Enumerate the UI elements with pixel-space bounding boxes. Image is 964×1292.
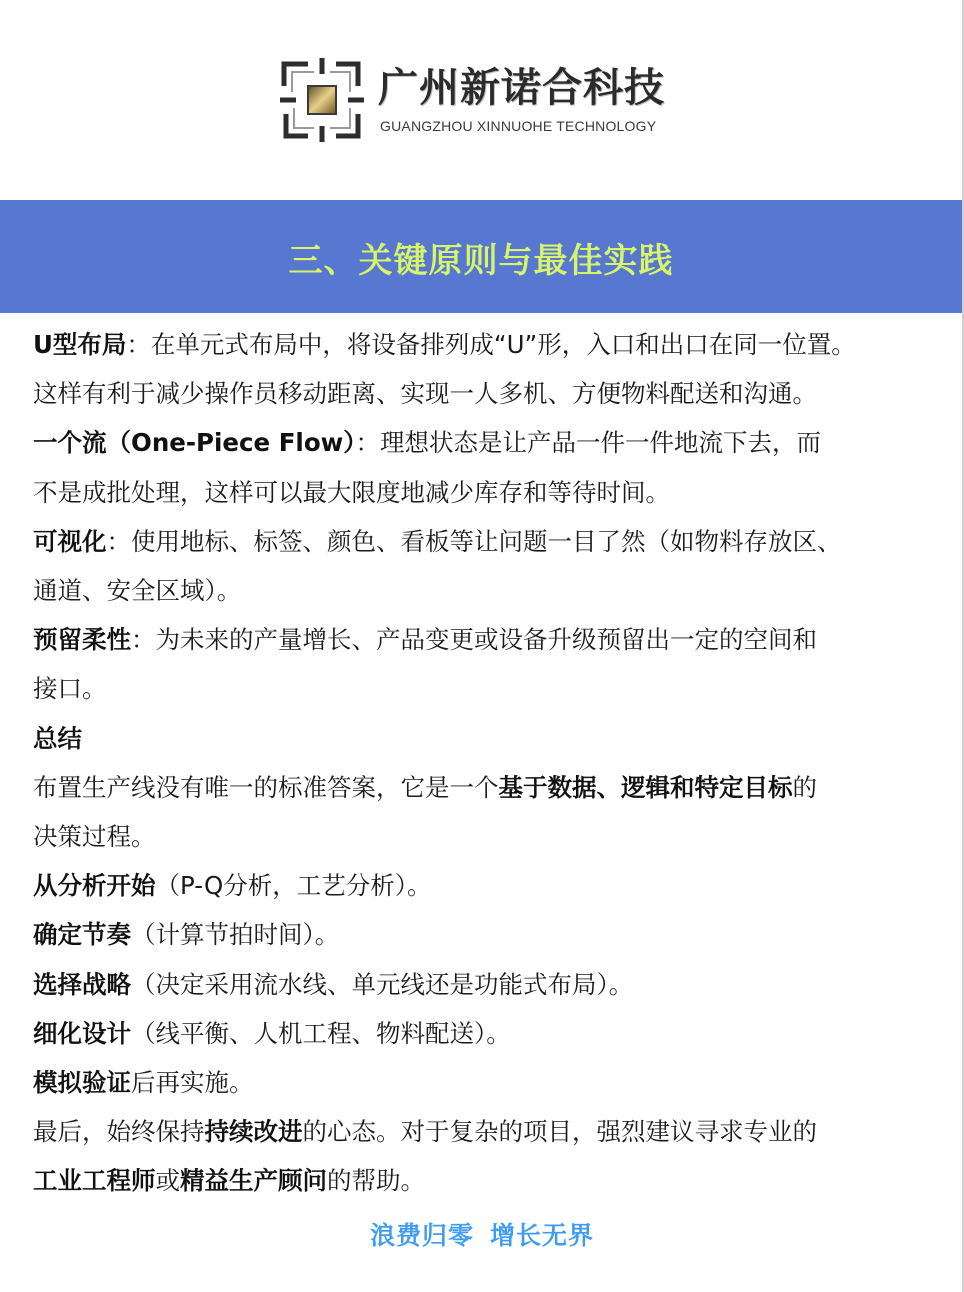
- company-name-en: GUANGZHOU XINNUOHE TECHNOLOGY: [380, 118, 657, 134]
- summary-heading: 总结: [33, 723, 82, 753]
- step-item: 选择战略（决定采用流水线、单元线还是功能式布局）。: [33, 969, 634, 999]
- step-item: 确定节奏（计算节拍时间）。: [33, 920, 340, 950]
- paragraph-line: 预留柔性：为未来的产量增长、产品变更或设备升级预留出一定的空间和: [33, 625, 817, 655]
- footer-slogan: [0, 1216, 964, 1252]
- step-item: 模拟验证后再实施。: [33, 1068, 254, 1098]
- section-title: 三、关键原则与最佳实践: [288, 241, 674, 281]
- slogan-waste-zero: 浪费归零: [369, 1221, 474, 1250]
- term-u-layout: U型布局: [33, 330, 127, 359]
- bracket-frame-logo-icon: [278, 56, 366, 144]
- step-item: 细化设计（线平衡、人机工程、物料配送）。: [33, 1018, 511, 1048]
- term-visualization: 可视化: [33, 526, 107, 556]
- paragraph-line: 不是成批处理，这样可以最大限度地减少库存和等待时间。: [33, 477, 670, 507]
- paragraph-line: 布置生产线没有唯一的标准答案，它是一个基于数据、逻辑和特定目标的: [33, 772, 817, 802]
- article-body: [33, 320, 943, 1206]
- paragraph-line: 通道、安全区域）。: [33, 576, 242, 606]
- paragraph-line: 工业工程师或精益生产顾问的帮助。: [33, 1166, 425, 1196]
- section-banner: [0, 200, 962, 313]
- paragraph-line: 一个流（One-Piece Flow）：理想状态是让产品一件一件地流下去，而: [33, 428, 822, 458]
- term-flexibility: 预留柔性: [33, 625, 131, 655]
- company-logo: [278, 56, 678, 146]
- paragraph-line: 这样有利于减少操作员移动距离、实现一人多机、方便物料配送和沟通。: [33, 379, 817, 409]
- step-item: 从分析开始（P-Q分析，工艺分析）。: [33, 871, 432, 901]
- paragraph-line: 最后，始终保持持续改进的心态。对于复杂的项目，强烈建议寻求专业的: [33, 1117, 817, 1147]
- slogan-growth-unbounded: 增长无界: [490, 1221, 595, 1250]
- paragraph-line: 接口。: [33, 674, 107, 704]
- paragraph-line: 可视化：使用地标、标签、颜色、看板等让问题一目了然（如物料存放区、: [33, 526, 842, 556]
- company-name: 广州新诺合科技: [378, 65, 665, 111]
- term-one-piece-flow: 一个流（One-Piece Flow）: [33, 428, 356, 458]
- paragraph-line: U型布局：在单元式布局中，将设备排列成“U”形，入口和出口在同一位置。: [33, 330, 856, 359]
- paragraph-line: 决策过程。: [33, 822, 156, 852]
